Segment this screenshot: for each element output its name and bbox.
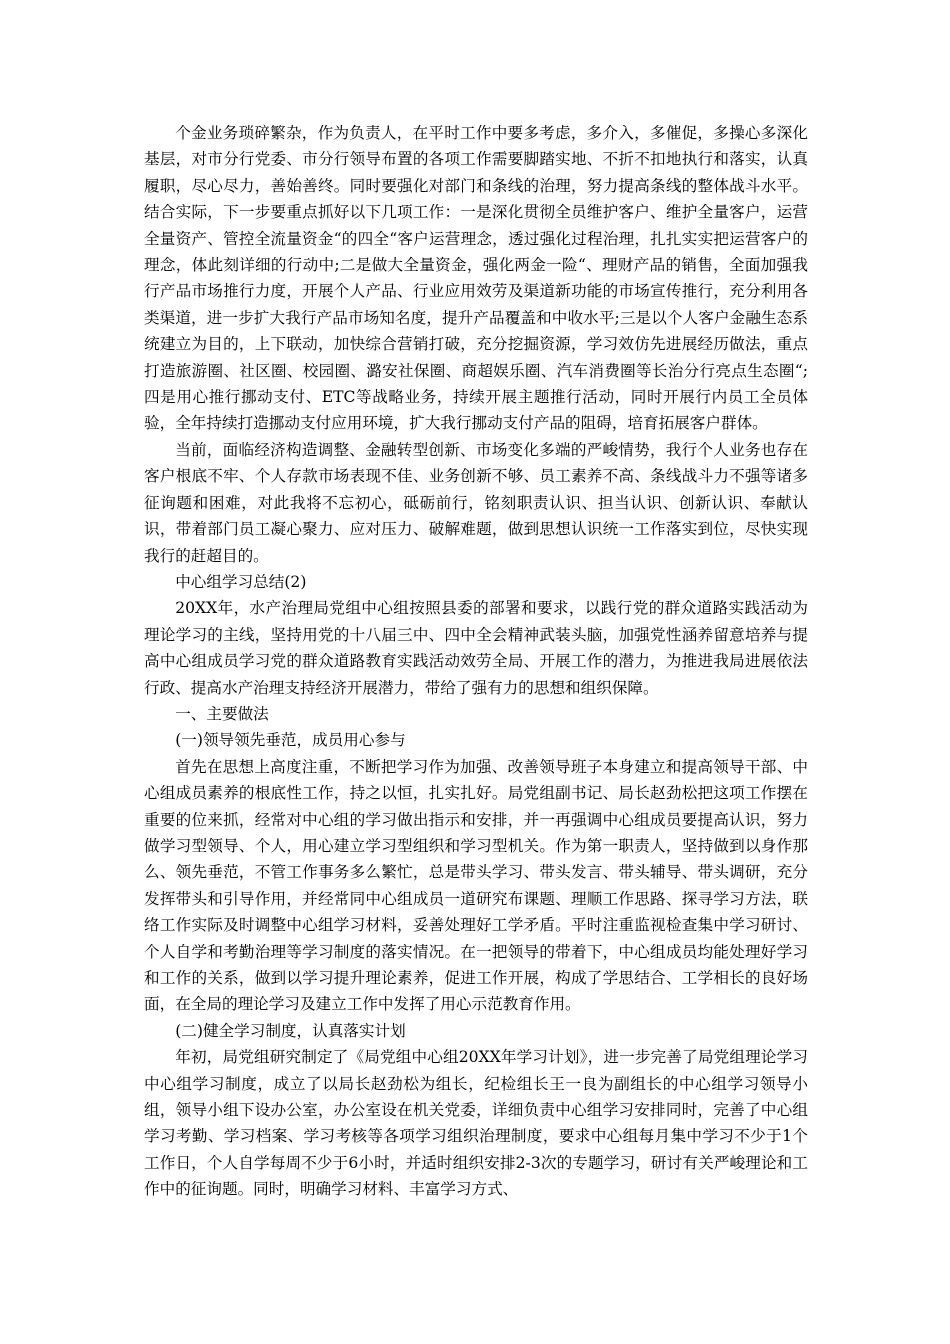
section-title: 中心组学习总结(2) xyxy=(175,572,307,591)
body-paragraph: 首先在思想上高度注重，不断把学习作为加强、改善领导班子本身建立和提高领导干部、中心组成员素养的根底性工作，持之以恒，扎实扎好。局党组副书记、局长赵劲松把这项工作摆在重要的位来抓，经常对中心组的学习做出指示和安排，并一再强调中心组成员要提高认识，努力做学习型领导、个人，用心建立学习型组织和学习型机关。作为第一职责人，坚持做到以身作那么、领先垂范，不管工作事务多么繁忙，总是带头学习、带头发言、带头辅导、带头调研，充分发挥带头和引导作用，并经常同中心组成员一道研究布课题、理顺工作思路、探寻学习方法，联络工作实际及时调整中心组学习材料，妥善处理好工学矛盾。平时注重监视检查集中学习研讨、个人自学和考勤治理等学习制度的落实情况。在一把领导的带着下，中心组成员均能处理好学习和工作的关系，做到以学习提升理论素养，促进工作开展，构成了学思结合、工学相长的良好场面，在全局的理论学习及建立工作中发挥了用心示范教育作用。 xyxy=(144,757,808,1014)
body-paragraph: 20XX年，水产治理局党组中心组按照县委的部署和要求，以践行党的群众道路实践活动为理论学习的主线，坚持用党的十八届三中、四中全会精神武装头脑，加强党性涵养留意培养与提高中心组成员学习党的群众道路教育实践活动效劳全局、开展工作的潜力，为推进我局进展依法行政、提高水产治理支持经济开展潜力，带给了强有力的思想和组织保障。 xyxy=(144,599,808,697)
document-page xyxy=(144,120,808,1203)
body-paragraph: 个金业务琐碎繁杂，作为负责人，在平时工作中要多考虑，多介入，多催促，多操心多深化基层，对市分行党委、市分行领导布置的各项工作需要脚踏实地、不折不扣地执行和落实，认真履职，尽心尽力，善始善终。同时要强化对部门和条线的治理，努力提高条线的整体战斗水平。结合实际，下一步要重点抓好以下几项工作：一是深化贯彻全员维护客户、维护全量客户，运营全量资产、管控全流量资金“的四全“客户运营理念，透过强化过程治理，扎扎实实把运营客户的理念，体此刻详细的行动中;二是做大全量资金，强化两金一险“、理财产品的销售，全面加强我行产品市场推行力度，开展个人产品、行业应用效劳及渠道新功能的市场宣传推行，充分利用各类渠道，进一步扩大我行产品市场知名度，提升产品覆盖和中收水平;三是以个人客户金融生态系统建立为目的，上下联动，加快综合营销打破，充分挖掘资源，学习效仿先进展经历做法，重点打造旅游圈、社区圈、校园圈、潞安社保圈、商超娱乐圈、汽车消费圈等长治分行亮点生态圈“;四是用心推行挪动支付、ETC等战略业务，持续开展主题推行活动，同时开展行内员工全员体验，全年持续打造挪动支付应用环境，扩大我行挪动支付产品的阻碍，培育拓展客户群体。 xyxy=(144,124,808,433)
body-paragraph: 年初，局党组研究制定了《局党组中心组20XX年学习计划》，进一步完善了局党组理论学习中心组学习制度，成立了以局长赵劲松为组长，纪检组长王一良为副组长的中心组学习领导小组，领导小组下设办公室，办公室设在机关党委，详细负责中心组学习安排同时，完善了中心组学习考勤、学习档案、学习考核等各项学习组织治理制度，要求中心组每月集中学习不少于1个工作日，个人自学每周不少于6小时，并适时组织安排2-3次的专题学习，研讨有关严峻理论和工作中的征询题。同时，明确学习材料、丰富学习方式、 xyxy=(144,1048,808,1199)
section-heading: 一、主要做法 xyxy=(175,704,269,723)
body-paragraph: 当前，面临经济构造调整、金融转型创新、市场变化多端的严峻情势，我行个人业务也存在客户根底不牢、个人存款市场表现不佳、业务创新不够、员工素养不高、条线战斗力不强等诸多征询题和困难，对此我将不忘初心，砥砺前行，铭刻职责认识、担当认识、创新认识、奉献认识，带着部门员工凝心聚力、应对压力、破解难题，做到思想认识统一工作落实到位，尽快实现我行的赶超目的。 xyxy=(144,440,808,565)
subsection-heading: (二)健全学习制度，认真落实计划 xyxy=(175,1021,406,1040)
subsection-heading: (一)领导领先垂范，成员用心参与 xyxy=(175,731,406,750)
